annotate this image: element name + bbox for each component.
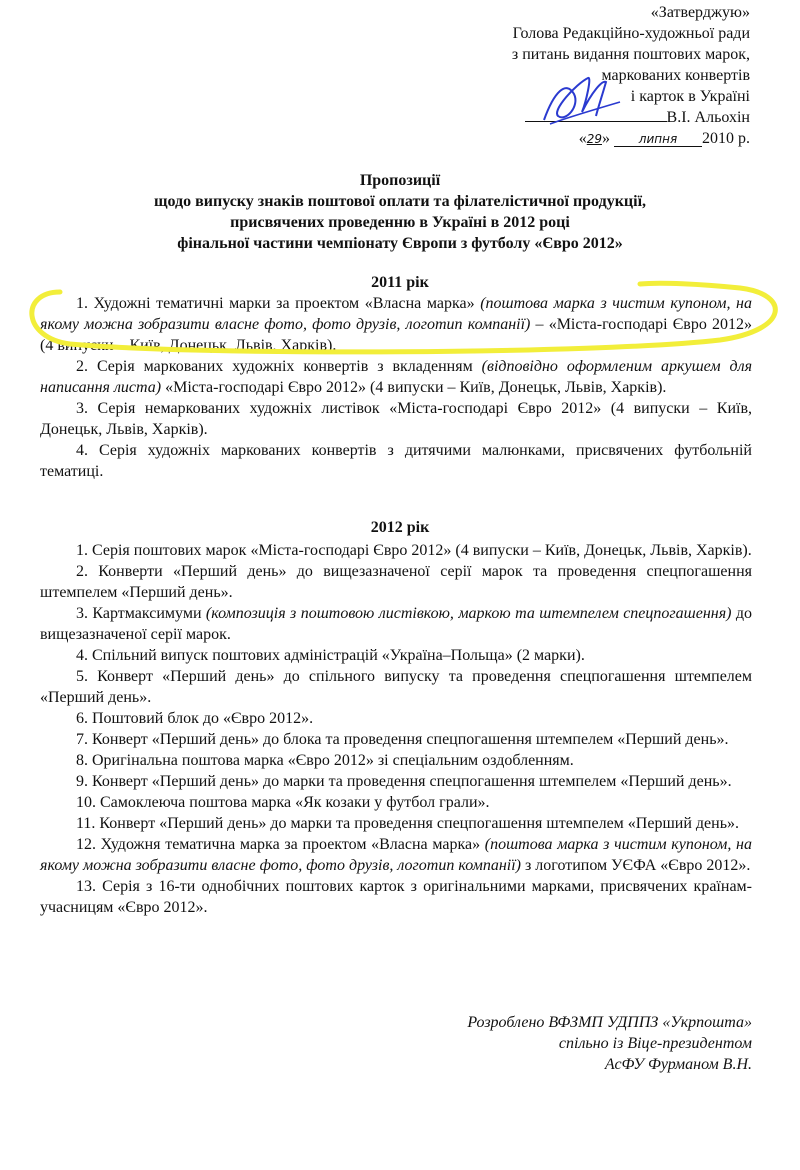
credit-line-3: АсФУ Фурманом В.Н. — [604, 1056, 752, 1073]
title-line-4: фінальної частини чемпіонату Європи з футболу «Євро 2012» — [177, 235, 623, 252]
section-2012 — [40, 540, 752, 918]
approver-name-line — [430, 107, 750, 128]
item-2012-3: 3. Картмаксимуми (композиція з поштовою листівкою, маркою та штемпелем спецпогашення) до вищезазначеної серії марок. — [40, 605, 753, 643]
item-2011-2: 2. Серія маркованих художніх конвертів з вкладенням (відповідно оформленим аркушем для написання листа) «Міста-господарі Євро 2012» (4 випуски – Київ, Донецьк, Львів, Харків). — [40, 358, 753, 396]
title-line-3: присвячених проведенню в Україні в 2012 році — [230, 214, 570, 231]
approval-line-2: Голова Редакційно-художньої ради — [512, 25, 750, 42]
item-2012-1: 1. Серія поштових марок «Міста-господарі Євро 2012» (4 випуски – Київ, Донецьк, Львів, Харків). — [76, 542, 752, 559]
credit-line-1: Розроблено ВФЗМП УДППЗ «Укрпошта» — [467, 1014, 752, 1031]
approval-line-1: «Затверджую» — [650, 4, 750, 21]
item-2012-8: 8. Оригінальна поштова марка «Євро 2012» зі спеціальним оздобленням. — [76, 752, 574, 769]
credit-block — [432, 1012, 752, 1075]
item-2011-4: 4. Серія художніх маркованих конвертів з дитячими малюнками, присвячених футбольній тематиці. — [40, 442, 752, 480]
heading-2011: 2011 рік — [371, 274, 429, 291]
date-month: липня — [614, 132, 702, 147]
item-2012-11: 11. Конверт «Перший день» до марки та проведення спецпогашення штемпелем «Перший день». — [76, 815, 739, 832]
approval-line-3: з питань видання поштових марок, — [511, 46, 750, 63]
heading-2012: 2012 рік — [370, 519, 430, 536]
item-2012-9: 9. Конверт «Перший день» до марки та проведення спецпогашення штемпелем «Перший день». — [76, 773, 732, 790]
item-2012-2: 2. Конверти «Перший день» до вищезазначеної серії марок та проведення спецпогашення штемпелем «Перший день». — [40, 563, 752, 601]
document-title — [80, 170, 720, 254]
item-2012-13: 13. Серія з 16-ти однобічних поштових карток з оригінальними марками, присвячених країнам-учасницям «Євро 2012». — [40, 878, 752, 916]
approval-date-line — [430, 128, 750, 150]
item-2012-12: 12. Художня тематична марка за проектом «Власна марка» (поштова марка з чистим купоном, на якому можна зобразити власне фото, фото друзів, логотип компанії) з логотипом УЄФА «Євро 2012». — [40, 836, 752, 874]
item-2012-5: 5. Конверт «Перший день» до спільного випуску та проведення спецпогашення штемпелем «Перший день». — [40, 668, 752, 706]
approver-name: В.І. Альохін — [666, 109, 750, 126]
item-2011-3: 3. Серія немаркованих художніх листівок «Міста-господарі Євро 2012» (4 випуски – Київ, Донецьк, Львів, Харків). — [40, 400, 752, 438]
approval-line-4: маркованих конвертів — [601, 67, 750, 84]
title-line-1: Пропозиції — [359, 172, 441, 189]
item-2012-7: 7. Конверт «Перший день» до блока та проведення спецпогашення штемпелем «Перший день». — [76, 731, 729, 748]
item-2011-1: 1. Художні тематичні марки за проектом «Власна марка» (поштова марка з чистим купоном, на якому можна зобразити власне фото, фото друзів, логотип компанії) – «Міста-господарі Євро 2012» (4 випуски – Київ, Донецьк, Львів, Харків). — [40, 295, 753, 354]
title-line-2: щодо випуску знаків поштової оплати та філателістичної продукції, — [153, 193, 647, 210]
date-year: 2010 р. — [702, 130, 750, 147]
approval-line-5: і карток в Україні — [630, 88, 750, 105]
date-quote-close: » — [602, 130, 610, 147]
signature-blank — [525, 107, 667, 122]
date-day: 29 — [586, 132, 602, 146]
credit-line-2: спільно із Віце-президентом — [558, 1035, 752, 1052]
item-2012-4: 4. Спільний випуск поштових адміністрацій «Україна–Польща» (2 марки). — [76, 647, 585, 664]
section-2011 — [40, 293, 752, 482]
approval-block — [430, 2, 750, 150]
date-quote-open: « — [578, 130, 587, 147]
item-2012-10: 10. Самоклеюча поштова марка «Як козаки у футбол грали». — [76, 794, 490, 811]
item-2012-6: 6. Поштовий блок до «Євро 2012». — [76, 710, 314, 727]
